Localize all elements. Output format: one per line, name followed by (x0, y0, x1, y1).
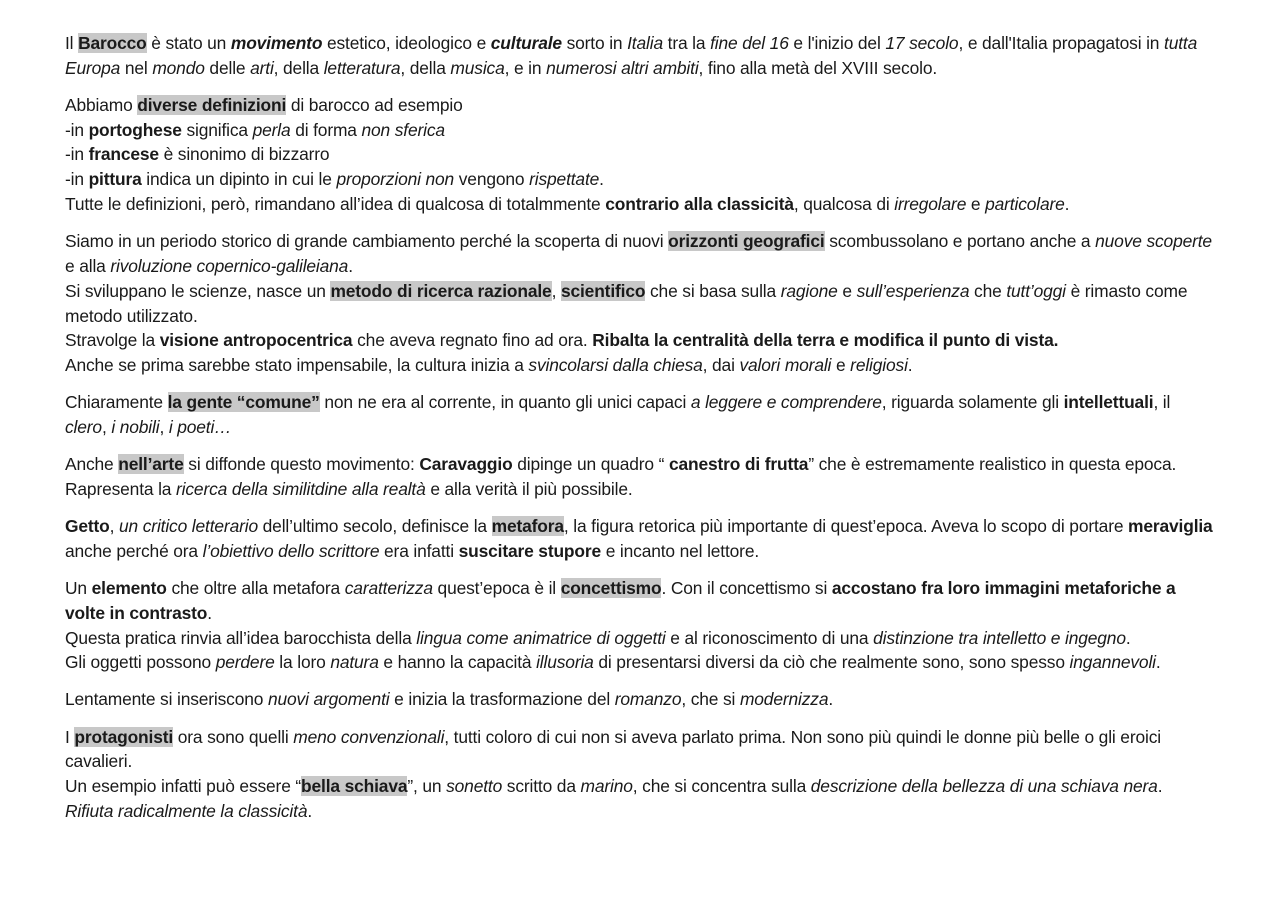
text-run: di barocco ad esempio (286, 94, 463, 115)
text-run: , (551, 280, 561, 301)
text-run: che oltre alla metafora (166, 577, 345, 598)
paragraph (65, 31, 1213, 81)
text-line (65, 192, 1213, 217)
text-run: -in (65, 144, 89, 165)
text-run: che si basa sulla (645, 280, 781, 301)
text-run: . (599, 169, 604, 190)
text-run: , (109, 516, 120, 537)
text-run: tutta Europa (65, 33, 1198, 78)
text-run: , della (400, 57, 451, 78)
text-run: Lentamente si inseriscono (65, 689, 268, 710)
text-run: Gli oggetti possono (65, 652, 216, 673)
text-run: portoghese (88, 119, 182, 140)
paragraph (65, 576, 1213, 675)
text-run: Stravolge la (65, 330, 160, 351)
text-line (65, 725, 1213, 775)
text-line (65, 118, 1213, 143)
text-run: indica un dipinto in cui le (141, 169, 337, 190)
text-run: marino (580, 776, 633, 797)
text-run: . (1157, 776, 1163, 797)
text-line (65, 514, 1213, 564)
text-line (65, 576, 1213, 626)
text-run: Anche (65, 454, 119, 475)
text-run: a leggere e comprendere (690, 392, 882, 413)
text-run: tra la (662, 33, 711, 53)
text-run: Siamo in un periodo storico di grande cambiamento perché la scoperta di nuovi (65, 231, 669, 252)
text-run: Questa pratica rinvia all’idea barocchista della (65, 627, 417, 648)
paragraph (65, 93, 1213, 217)
text-run: ragione (780, 280, 838, 301)
text-run: romanzo (614, 689, 682, 710)
text-run: . (1125, 627, 1131, 648)
text-run: quest’epoca è il (432, 577, 561, 598)
text-line (65, 229, 1213, 279)
text-run: letteratura (323, 57, 401, 78)
text-run: I (65, 726, 75, 747)
text-run: e inizia la trasformazione del (389, 689, 615, 710)
text-run: di forma (290, 119, 362, 140)
text-run: e (966, 194, 986, 215)
text-line (65, 31, 1213, 81)
text-run: contrario alla classicità (605, 194, 794, 215)
highlighted-term: nell’arte (118, 454, 184, 475)
text-run: i nobili (111, 417, 160, 438)
paragraph (65, 390, 1213, 440)
text-run: visione antropocentrica (159, 330, 353, 351)
text-run: culturale (490, 33, 562, 53)
text-run: e incanto nel lettore. (601, 540, 760, 561)
text-run: perla (252, 119, 291, 140)
text-run: valori morali (739, 355, 832, 376)
text-line (65, 167, 1213, 192)
text-run: ingannevoli (1069, 652, 1156, 673)
text-run: proporzioni non (336, 169, 455, 190)
text-run: , qualcosa di (793, 194, 895, 215)
highlighted-term: diverse definizioni (137, 94, 287, 115)
text-run: i poeti… (168, 417, 232, 438)
text-run: si diffonde questo movimento: (183, 454, 420, 475)
text-run: e (831, 355, 851, 376)
text-run: tutt’oggi (1006, 280, 1066, 301)
text-run: ricerca della similitdine alla realtà (176, 478, 426, 499)
text-run: scritto da (502, 776, 581, 797)
text-run: e al riconoscimento di una (665, 627, 874, 648)
text-line (65, 774, 1213, 824)
text-line (65, 390, 1213, 440)
highlighted-term: Barocco (78, 33, 147, 53)
text-run: un critico letterario (119, 516, 258, 537)
text-run: delle (204, 57, 251, 78)
text-run: . (907, 355, 913, 376)
text-run: e l'inizio del (788, 33, 886, 53)
text-run: . (207, 602, 212, 623)
highlighted-term: scientifico (560, 280, 646, 301)
text-run: ”, un (407, 776, 447, 797)
text-run: -in (65, 119, 89, 140)
highlighted-term: concettismo (560, 577, 662, 598)
highlighted-term: protagonisti (74, 726, 174, 747)
text-run: , tutti coloro di cui non si aveva parlato prima. Non sono più quindi le donne più belle o gli eroici cavalieri. (65, 726, 1161, 772)
text-run: , della (273, 57, 324, 78)
text-run: nuove scoperte (1095, 231, 1212, 252)
text-run: rivoluzione copernico-galileiana (110, 255, 349, 276)
highlighted-term: bella schiava (301, 776, 408, 797)
text-run: ora sono quelli (173, 726, 294, 747)
paragraph (65, 514, 1213, 564)
document-body (65, 31, 1213, 836)
text-run: Ribalta la centralità della terra e modifica il punto di vista. (592, 330, 1059, 351)
text-run: clero (65, 417, 102, 438)
text-run: movimento (230, 33, 323, 53)
text-run: distinzione tra intelletto e ingegno (873, 627, 1126, 648)
text-line (65, 687, 1213, 712)
text-run: anche perché ora (65, 540, 203, 561)
text-run: , e in (504, 57, 547, 78)
text-run: Tutte le definizioni, però, rimandano all’idea di qualcosa di totalmmente (65, 194, 606, 215)
text-run: nuovi argomenti (267, 689, 390, 710)
text-run: , il (1153, 392, 1171, 413)
text-run: Rifiuta radicalmente la classicità (65, 800, 308, 821)
text-run: dipinge un quadro “ (512, 454, 669, 475)
text-run: suscitare stupore (458, 540, 602, 561)
highlighted-term: la gente “comune” (167, 392, 320, 413)
text-run: mondo (152, 57, 205, 78)
text-run: , riguarda solamente gli (881, 392, 1064, 413)
text-run: vengono (454, 169, 530, 190)
text-run: Il (65, 33, 79, 53)
text-run: numerosi altri ambiti (546, 57, 699, 78)
text-run: di presentarsi diversi da ciò che realmente sono, sono spesso (593, 652, 1070, 673)
text-run: ” che è estremamente realistico in questa epoca. Rapresenta la (65, 454, 1177, 499)
text-run: e (837, 280, 857, 301)
text-line (65, 328, 1213, 353)
text-run: perdere (215, 652, 275, 673)
text-run: è rimasto come metodo utilizzato. (65, 280, 1188, 326)
text-run: natura (330, 652, 379, 673)
paragraph (65, 229, 1213, 378)
text-line (65, 279, 1213, 329)
text-line (65, 93, 1213, 118)
text-run: e alla (65, 255, 111, 276)
text-run: irregolare (894, 194, 967, 215)
text-run: svincolarsi dalla chiesa (528, 355, 703, 376)
text-run: , che si concentra sulla (632, 776, 811, 797)
text-run: Chiaramente (65, 392, 168, 413)
text-run: non ne era al corrente, in quanto gli unici capaci (319, 392, 691, 413)
text-run: religiosi (850, 355, 908, 376)
text-run: Anche se prima sarebbe stato impensabile, la cultura inizia a (65, 355, 529, 376)
text-run: fine del 16 (710, 33, 789, 53)
text-run: non sferica (361, 119, 445, 140)
text-run: Italia (627, 33, 663, 53)
text-run: , la figura retorica più importante di quest’epoca. Aveva lo scopo di portare (563, 516, 1129, 537)
text-run: descrizione della bellezza di una schiava nera (810, 776, 1158, 797)
text-run: meraviglia (1128, 516, 1213, 537)
text-run: accostano fra loro immagini metaforiche a volte in contrasto (65, 577, 1176, 623)
text-run: arti (250, 57, 274, 78)
text-run: che aveva regnato fino ad ora. (352, 330, 593, 351)
text-run: francese (88, 144, 159, 165)
text-run: intellettuali (1063, 392, 1154, 413)
text-run: . Con il concettismo si (661, 577, 832, 598)
text-run: sonetto (446, 776, 503, 797)
paragraph (65, 725, 1213, 824)
text-run: caratterizza (344, 577, 433, 598)
text-line (65, 142, 1213, 167)
text-run: è sinonimo di bizzarro (158, 144, 330, 165)
text-run: che (969, 280, 1007, 301)
text-run: Un (65, 577, 92, 598)
text-run: sorto in (561, 33, 628, 53)
text-run: nel (120, 57, 153, 78)
highlighted-term: orizzonti geografici (668, 231, 825, 252)
text-run: è stato un (146, 33, 231, 53)
text-run: -in (65, 169, 89, 190)
text-run: Si sviluppano le scienze, nasce un (65, 280, 331, 301)
text-run: estetico, ideologico e (322, 33, 491, 53)
text-run: l’obiettivo dello scrittore (202, 540, 380, 561)
text-run: particolare (985, 194, 1065, 215)
text-run: meno convenzionali (293, 726, 445, 747)
text-run: pittura (88, 169, 142, 190)
text-run: , e dall'Italia propagatosi in (958, 33, 1165, 53)
text-line (65, 353, 1213, 378)
text-run: significa (181, 119, 253, 140)
text-run: Un esempio infatti può essere “ (65, 776, 302, 797)
text-run: . (828, 689, 834, 710)
highlighted-term: metafora (491, 516, 564, 537)
text-run: . (1155, 652, 1161, 673)
text-run: dell’ultimo secolo, definisce la (257, 516, 492, 537)
text-run: lingua come animatrice di oggetti (416, 627, 666, 648)
text-run: e alla verità il più possibile. (425, 478, 633, 499)
text-run: , che si (681, 689, 740, 710)
text-run: . (1064, 194, 1070, 215)
text-run: sull’esperienza (856, 280, 970, 301)
text-run: modernizza (739, 689, 829, 710)
text-run: musica (450, 57, 505, 78)
text-run: Caravaggio (419, 454, 513, 475)
text-run: , (159, 417, 169, 438)
text-run: . (307, 800, 313, 821)
text-run: 17 secolo (885, 33, 959, 53)
paragraph (65, 687, 1213, 712)
text-line (65, 650, 1213, 675)
text-run: , fino alla metà del XVIII secolo. (698, 57, 938, 78)
text-run: e hanno la capacità (378, 652, 537, 673)
text-run: . (348, 255, 353, 276)
text-run: , dai (702, 355, 740, 376)
text-run: Abbiamo (65, 94, 138, 115)
text-run: illusoria (536, 652, 594, 673)
text-run: Getto (65, 516, 110, 537)
text-run: , (101, 417, 112, 438)
text-run: elemento (91, 577, 167, 598)
text-line (65, 626, 1213, 651)
text-run: scombussolano e portano anche a (824, 231, 1096, 252)
text-run: rispettate (529, 169, 600, 190)
text-run: era infatti (379, 540, 459, 561)
highlighted-term: metodo di ricerca razionale (330, 280, 552, 301)
paragraph (65, 452, 1213, 502)
text-run: canestro di frutta (668, 454, 809, 475)
text-line (65, 452, 1213, 502)
text-run: la loro (274, 652, 331, 673)
